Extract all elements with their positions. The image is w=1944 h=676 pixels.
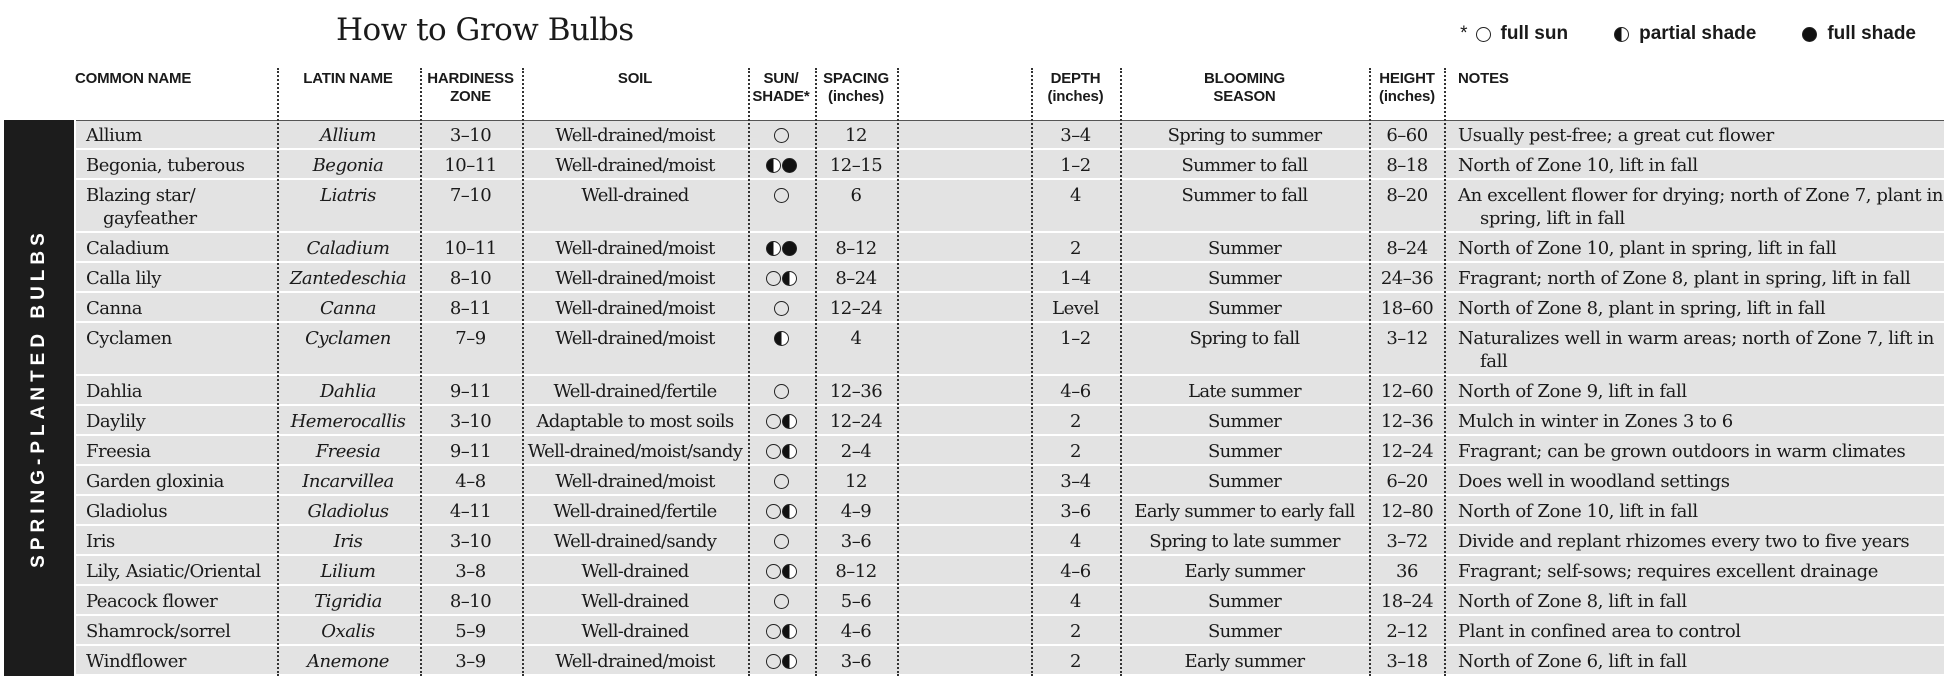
empty-circle-icon [766,444,781,459]
blooming-season-cell: Summer [1207,441,1282,462]
header-spacing: SPACING (inches) [823,70,889,105]
sun-shade-legend [1460,20,1916,48]
empty-circle-icon [774,594,789,609]
latin-name-cell: Liatris [320,185,376,206]
table-row [0,376,1944,406]
column-divider [522,68,524,676]
common-name-cell: Gladiolus [86,501,168,522]
latin-name-cell: Dahlia [319,381,376,402]
soil-cell: Well-drained/moist [555,155,715,176]
half-circle-icon [1614,27,1629,42]
blooming-season-cell: Spring to summer [1167,125,1322,146]
blooming-season-cell: Early summer [1184,651,1305,672]
common-name-cell: Caladium [86,238,169,259]
notes-cell: North of Zone 8, lift in fall [1458,591,1687,612]
notes-cell: North of Zone 10, lift in fall [1458,501,1698,522]
hardiness-zone-cell: 3–10 [449,125,492,146]
height-cell: 12–60 [1380,381,1434,402]
header-common-name: COMMON NAME [75,70,192,87]
latin-name-cell: Anemone [307,651,389,672]
half-circle-icon [782,624,797,639]
hardiness-zone-cell: 4–11 [449,501,492,522]
common-name-cell: Cyclamen [86,328,172,349]
notes-cell: An excellent flower for drying; north of Zone 7, plant in spring, lift in fall [1458,185,1944,229]
empty-circle-icon [766,654,781,669]
spacing-cell: 4–9 [840,501,872,522]
height-cell: 3–12 [1386,328,1428,349]
latin-name-cell: Oxalis [321,621,375,642]
empty-circle-icon [1476,27,1491,42]
spacing-cell: 8–12 [835,561,877,582]
table-row [0,466,1944,496]
common-name-cell: Windflower [86,651,186,672]
table-row [0,120,1944,150]
column-divider [420,68,422,676]
common-name-cell: Peacock flower [86,591,218,612]
soil-cell: Well-drained/moist/sandy [527,441,743,462]
sun-shade-cell [749,530,813,553]
height-cell: 3–72 [1386,531,1428,552]
sun-shade-cell [749,380,813,403]
latin-name-cell: Begonia [312,155,384,176]
blooming-season-cell: Summer [1207,411,1282,432]
spacing-cell: 12–36 [829,381,883,402]
half-circle-icon [766,158,781,173]
legend-full-sun [1476,23,1569,45]
empty-circle-icon [766,624,781,639]
sun-shade-cell [749,327,813,350]
spacing-cell: 2–4 [840,441,872,462]
half-circle-icon [782,444,797,459]
sun-shade-cell [749,500,813,523]
depth-cell: 2 [1070,651,1081,672]
common-name-cell: Begonia, tuberous [86,155,245,176]
table-row [0,150,1944,180]
depth-cell: 4–6 [1060,561,1091,582]
table-row [0,526,1944,556]
soil-cell: Well-drained/moist [555,298,715,319]
blooming-season-cell: Summer [1207,268,1282,289]
legend-full-shade [1802,23,1916,45]
section-label: SPRING-PLANTED BULBS [28,228,49,568]
header-hardiness-zone: HARDINESS ZONE [427,70,514,105]
blooming-season-cell: Early summer [1184,561,1305,582]
notes-cell: Naturalizes well in warm areas; north of Zone 7, lift in fall [1458,328,1934,372]
spacing-cell: 3–6 [840,531,872,552]
hardiness-zone-cell: 9–11 [449,441,492,462]
soil-cell: Well-drained/sandy [553,531,717,552]
hardiness-zone-cell: 10–11 [444,155,497,176]
height-cell: 18–60 [1380,298,1434,319]
notes-cell: Divide and replant rhizomes every two to five years [1458,531,1910,552]
legend-asterisk: * [1460,23,1468,44]
common-name-cell: Dahlia [86,381,143,402]
spacing-cell: 6 [850,185,862,206]
notes-cell: Fragrant; self-sows; requires excellent drainage [1458,561,1879,582]
depth-cell: 3–6 [1060,501,1091,522]
soil-cell: Well-drained [581,561,689,582]
height-cell: 3–18 [1386,651,1428,672]
sun-shade-cell [749,297,813,320]
depth-cell: 4 [1070,531,1081,552]
latin-name-cell: Incarvillea [302,471,394,492]
notes-cell: Does well in woodland settings [1458,471,1730,492]
depth-cell: 3–4 [1060,471,1091,492]
table-row [0,556,1944,586]
height-cell: 12–36 [1380,411,1434,432]
header-latin-name: LATIN NAME [303,70,393,87]
common-name-cell: Iris [86,531,115,552]
latin-name-cell: Hemerocallis [290,411,406,432]
height-cell: 8–20 [1386,185,1428,206]
column-divider [1031,68,1033,676]
common-name-cell: Allium [86,125,142,146]
height-cell: 2–12 [1386,621,1428,642]
column-headers [0,68,1944,118]
sun-shade-cell [749,237,813,260]
empty-circle-icon [774,384,789,399]
empty-circle-icon [766,564,781,579]
soil-cell: Well-drained [581,621,689,642]
table-row [0,323,1944,376]
depth-cell: 4–6 [1060,381,1091,402]
sun-shade-cell [749,184,813,207]
latin-name-cell: Caladium [306,238,390,259]
table-row [0,293,1944,323]
half-circle-icon [782,271,797,286]
latin-name-cell: Canna [320,298,376,319]
header-sun-shade: SUN/ SHADE* [752,70,810,105]
half-circle-icon [766,241,781,256]
depth-cell: 1–4 [1060,268,1091,289]
common-name-cell: Garden gloxinia [86,471,224,492]
header-depth: DEPTH (inches) [1047,70,1104,105]
blooming-season-cell: Early summer to early fall [1134,501,1355,522]
header-notes: NOTES [1458,70,1509,87]
sun-shade-cell [749,470,813,493]
column-divider [897,68,899,676]
blooming-season-cell: Summer to fall [1181,185,1308,206]
height-cell: 6–60 [1386,125,1428,146]
hardiness-zone-cell: 5–9 [455,621,486,642]
legend-label: full shade [1827,23,1916,44]
notes-cell: Plant in confined area to control [1458,621,1741,642]
common-name-cell: Shamrock/sorrel [86,621,231,642]
depth-cell: 4 [1070,185,1081,206]
height-cell: 6–20 [1386,471,1428,492]
sun-shade-cell [749,590,813,613]
common-name-cell: Freesia [86,441,151,462]
half-circle-icon [782,414,797,429]
legend-label: partial shade [1639,23,1757,44]
empty-circle-icon [766,271,781,286]
hardiness-zone-cell: 8–10 [449,268,492,289]
notes-cell: Mulch in winter in Zones 3 to 6 [1458,411,1733,432]
notes-cell: North of Zone 6, lift in fall [1458,651,1687,672]
spacing-cell: 4–6 [840,621,872,642]
notes-cell: Fragrant; north of Zone 8, plant in spring, lift in fall [1458,268,1911,289]
filled-circle-icon [1802,27,1817,42]
height-cell: 12–80 [1380,501,1434,522]
height-cell: 36 [1396,561,1418,582]
latin-name-cell: Zantedeschia [289,268,407,289]
blooming-season-cell: Summer to fall [1181,155,1308,176]
notes-cell: North of Zone 8, plant in spring, lift in fall [1458,298,1826,319]
soil-cell: Well-drained/moist [555,268,715,289]
legend-partial-shade [1614,23,1756,45]
soil-cell: Well-drained [581,591,689,612]
latin-name-cell: Cyclamen [305,328,391,349]
hardiness-zone-cell: 3–9 [455,651,486,672]
spacing-cell: 8–24 [835,268,877,289]
table-row [0,233,1944,263]
height-cell: 18–24 [1380,591,1434,612]
sun-shade-cell [749,440,813,463]
spacing-cell: 3–6 [840,651,872,672]
empty-circle-icon [774,128,789,143]
hardiness-zone-cell: 3–10 [449,411,492,432]
depth-cell: 1–2 [1060,328,1091,349]
table-row [0,180,1944,233]
notes-cell: North of Zone 10, plant in spring, lift in fall [1458,238,1837,259]
filled-circle-icon [782,158,797,173]
empty-circle-icon [766,504,781,519]
header-height: HEIGHT (inches) [1379,70,1435,105]
empty-circle-icon [766,414,781,429]
header-soil: SOIL [617,70,653,87]
soil-cell: Well-drained/moist [555,471,715,492]
filled-circle-icon [782,241,797,256]
latin-name-cell: Tigridia [314,591,382,612]
half-circle-icon [774,331,789,346]
notes-cell: Fragrant; can be grown outdoors in warm climates [1458,441,1906,462]
spacing-cell: 12 [845,471,867,492]
common-name-cell: Calla lily [86,268,161,289]
sun-shade-cell [749,410,813,433]
notes-cell: North of Zone 9, lift in fall [1458,381,1687,402]
header-blooming-season: BLOOMING SEASON [1204,70,1285,105]
soil-cell: Well-drained/moist [555,125,715,146]
half-circle-icon [782,504,797,519]
half-circle-icon [782,564,797,579]
column-divider [1444,68,1446,676]
soil-cell: Well-drained/moist [555,651,715,672]
latin-name-cell: Iris [333,531,363,552]
height-cell: 8–24 [1386,238,1428,259]
soil-cell: Well-drained/moist [555,328,715,349]
spacing-cell: 12–24 [829,411,883,432]
hardiness-zone-cell: 8–11 [449,298,492,319]
table-row [0,406,1944,436]
table-row [0,436,1944,466]
empty-circle-icon [774,301,789,316]
depth-cell: 2 [1070,238,1081,259]
blooming-season-cell: Spring to fall [1189,328,1300,349]
notes-cell: North of Zone 10, lift in fall [1458,155,1698,176]
blooming-season-cell: Summer [1207,471,1282,492]
blooming-season-cell: Summer [1207,238,1282,259]
depth-cell: 2 [1070,621,1081,642]
blooming-season-cell: Late summer [1188,381,1301,402]
hardiness-zone-cell: 4–8 [455,471,486,492]
spacing-cell: 12–24 [829,298,883,319]
notes-cell: Usually pest-free; a great cut flower [1458,125,1774,146]
empty-circle-icon [774,188,789,203]
hardiness-zone-cell: 7–9 [455,328,486,349]
spacing-cell: 12 [845,125,867,146]
soil-cell: Well-drained/moist [555,238,715,259]
hardiness-zone-cell: 9–11 [449,381,492,402]
common-name-cell: Canna [86,298,142,319]
soil-cell: Well-drained [581,185,689,206]
hardiness-zone-cell: 3–8 [455,561,486,582]
common-name-cell: Blazing star/ gayfeather [86,185,197,229]
blooming-season-cell: Summer [1207,621,1282,642]
table-row [0,263,1944,293]
spacing-cell: 5–6 [840,591,872,612]
page-title: How to Grow Bulbs [336,12,634,48]
sun-shade-cell [749,650,813,673]
legend-label: full sun [1500,23,1569,44]
hardiness-zone-cell: 7–10 [449,185,492,206]
table-row [0,646,1944,676]
depth-cell: Level [1052,298,1099,319]
spacing-cell: 12–15 [829,155,883,176]
depth-cell: 4 [1070,591,1081,612]
common-name-cell: Daylily [86,411,146,432]
depth-cell: 3–4 [1060,125,1091,146]
blooming-season-cell: Summer [1207,298,1282,319]
depth-cell: 2 [1070,441,1081,462]
latin-name-cell: Allium [320,125,376,146]
empty-circle-icon [774,534,789,549]
latin-name-cell: Lilium [320,561,376,582]
half-circle-icon [782,654,797,669]
soil-cell: Well-drained/fertile [553,501,717,522]
column-divider [277,68,279,676]
table-row [0,616,1944,646]
height-cell: 24–36 [1380,268,1434,289]
empty-circle-icon [774,474,789,489]
spacing-cell: 4 [850,328,862,349]
sun-shade-cell [749,620,813,643]
table-row [0,586,1944,616]
soil-cell: Adaptable to most soils [536,411,734,432]
hardiness-zone-cell: 3–10 [449,531,492,552]
column-divider [748,68,750,676]
depth-cell: 2 [1070,411,1081,432]
sun-shade-cell [749,267,813,290]
spacing-cell: 8–12 [835,238,877,259]
soil-cell: Well-drained/fertile [553,381,717,402]
common-name-cell: Lily, Asiatic/Oriental [86,561,261,582]
blooming-season-cell: Spring to late summer [1149,531,1340,552]
latin-name-cell: Freesia [315,441,381,462]
hardiness-zone-cell: 8–10 [449,591,492,612]
sun-shade-cell [749,154,813,177]
table-row [0,496,1944,526]
hardiness-zone-cell: 10–11 [444,238,497,259]
blooming-season-cell: Summer [1207,591,1282,612]
height-cell: 8–18 [1386,155,1428,176]
depth-cell: 1–2 [1060,155,1091,176]
sun-shade-cell [749,560,813,583]
column-divider [1120,68,1122,676]
latin-name-cell: Gladiolus [307,501,389,522]
column-divider [815,68,817,676]
height-cell: 12–24 [1380,441,1434,462]
column-divider [1369,68,1371,676]
sun-shade-cell [749,124,813,147]
